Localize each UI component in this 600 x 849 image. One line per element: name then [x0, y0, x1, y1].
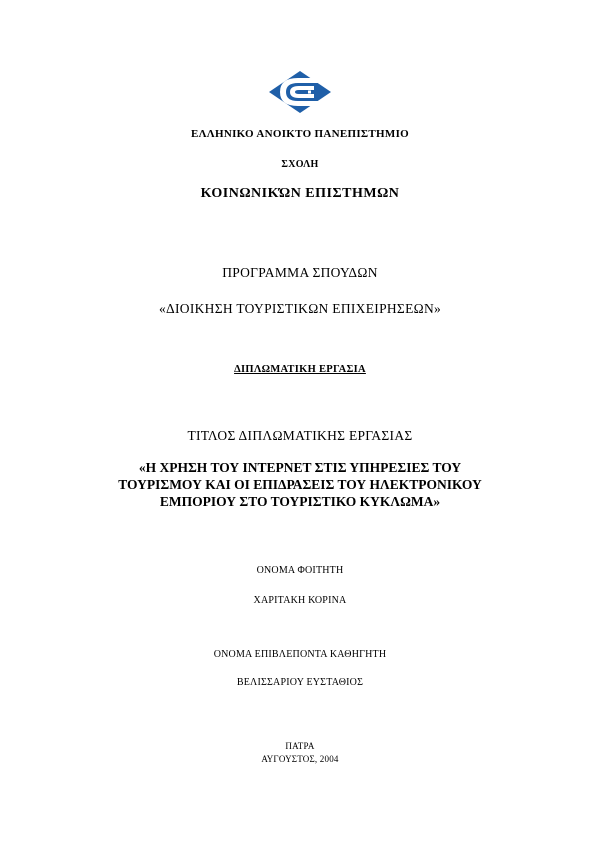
school-name: ΚΟΙΝΩΝΙΚΏΝ ΕΠΙΣΤΗΜΩΝ [200, 186, 400, 201]
program-label: ΠΡΟΓΡΑΜΜΑ ΣΠΟΥΔΩΝ [222, 265, 378, 280]
date: ΑΥΓΟΥΣΤΟΣ, 2004 [261, 754, 339, 764]
thesis-title-line: ΤΟΥΡΙΣΜΟΥ ΚΑΙ ΟΙ ΕΠΙΔΡΑΣΕΙΣ ΤΟΥ ΗΛΕΚΤΡΟΝΙΚΟΥ [118, 477, 482, 492]
city: ΠΑΤΡΑ [285, 741, 315, 751]
school-label: ΣΧΟΛΗ [281, 159, 319, 170]
supervisor-label: ΟΝΟΜΑ ΕΠΙΒΛΕΠΟΝΤΑ ΚΑΘΗΓΗΤΗ [213, 649, 387, 660]
university-emblem-icon [268, 70, 332, 114]
student-name: ΧΑΡΙΤΑΚΗ ΚΟΡΙΝΑ [253, 595, 347, 606]
student-label: ΟΝΟΜΑ ΦΟΙΤΗΤΗ [256, 565, 344, 576]
supervisor-name: ΒΕΛΙΣΣΑΡΙΟΥ ΕΥΣΤΑΘΙΟΣ [236, 677, 364, 688]
program-name: «ΔΙΟΙΚΗΣΗ ΤΟΥΡΙΣΤΙΚΩΝ ΕΠΙΧΕΙΡΗΣΕΩΝ» [158, 301, 442, 316]
thesis-title-line: ΕΜΠΟΡΙΟΥ ΣΤΟ ΤΟΥΡΙΣΤΙΚΟ ΚΥΚΛΩΜΑ» [159, 494, 441, 509]
thesis-title [0, 459, 600, 510]
university-name: ΕΛΛΗΝΙΚΟ ΑΝΟΙΚΤΟ ΠΑΝΕΠΙΣΤΗΜΙΟ [190, 128, 410, 140]
thesis-type: ΔΙΠΛΩΜΑΤΙΚΗ ΕΡΓΑΣΙΑ [234, 364, 366, 375]
thesis-title-line: «Η ΧΡΗΣΗ ΤΟΥ ΙΝΤΕΡΝΕΤ ΣΤΙΣ ΥΠΗΡΕΣΙΕΣ ΤΟΥ [138, 460, 462, 475]
thesis-title-label: ΤΙΤΛΟΣ ΔΙΠΛΩΜΑΤΙΚΗΣ ΕΡΓΑΣΙΑΣ [187, 428, 413, 443]
